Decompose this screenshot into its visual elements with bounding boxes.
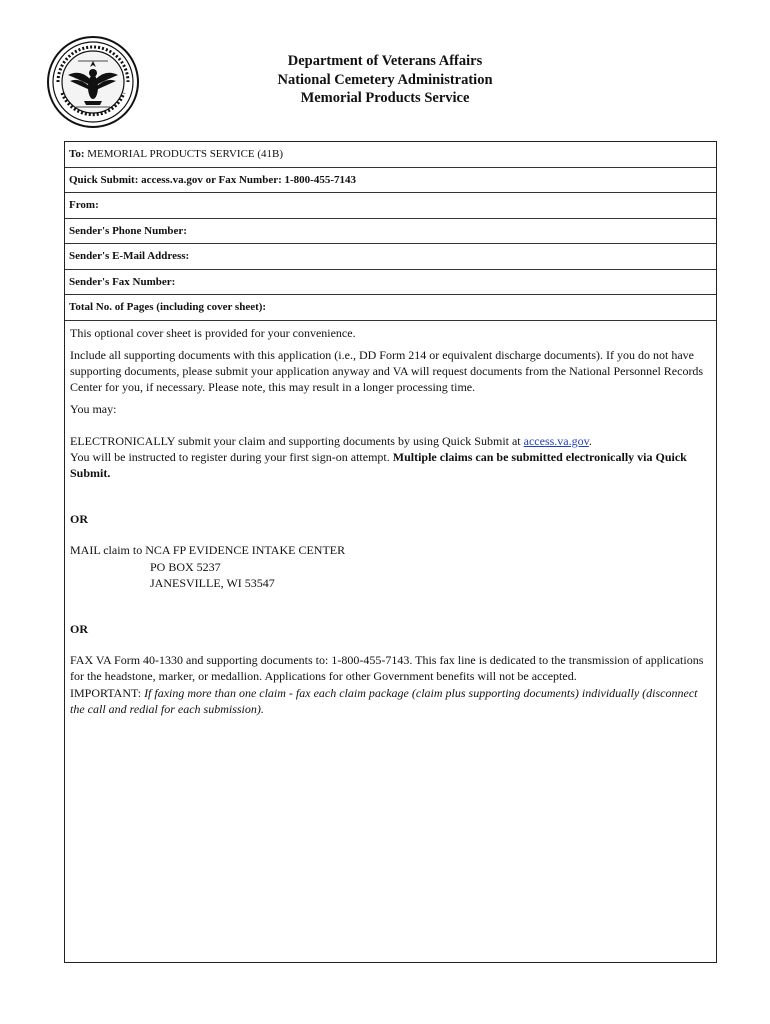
header-line-administration: National Cemetery Administration <box>277 71 493 88</box>
sender-email-label: Sender's E-Mail Address: <box>69 250 190 262</box>
sender-phone-label: Sender's Phone Number: <box>69 224 187 237</box>
important-text: If faxing more than one claim - fax each claim package (claim plus supporting documents) individually (disconnect the call and redial for each submission). <box>70 685 698 716</box>
electronic-period: . <box>588 433 592 448</box>
access-va-gov-link[interactable]: access.va.gov <box>523 433 589 448</box>
header-line-department: Department of Veterans Affairs <box>287 53 483 69</box>
mail-line-1: MAIL claim to NCA FP EVIDENCE INTAKE CENTER <box>70 543 346 558</box>
fax-instructions-paragraph <box>70 652 710 717</box>
or-separator-1: OR <box>70 512 88 527</box>
fax-cover-form <box>64 141 717 963</box>
electronic-text: ELECTRONICALLY submit your claim and supporting documents by using Quick Submit at <box>70 433 524 448</box>
include-documents-paragraph: Include all supporting documents with this application (i.e., DD Form 214 or equivalent discharge documents). If you do not have supporting documents, please submit your application anyway and VA will request documents from the National Personnel Records Center for you, if necessary. Please note, this may result in a longer processing time. <box>70 347 704 395</box>
fax-text: FAX VA Form 40-1330 and supporting documents to: 1-800-455-7143. This fax line is dedicated to the transmission of applications for the headstone, marker, or medallion. Applications for other Government benefits will not be accepted. <box>70 653 704 684</box>
total-pages-field[interactable] <box>65 295 716 321</box>
sender-email-field[interactable] <box>65 244 716 270</box>
instructions-body <box>65 321 716 717</box>
from-label: From: <box>69 199 99 211</box>
mail-line-3: JANESVILLE, WI 53547 <box>150 575 275 590</box>
quick-submit-label: Quick Submit: access.va.gov or Fax Number: 1-800-455-7143 <box>69 173 356 186</box>
important-label: IMPORTANT: <box>70 685 145 700</box>
header-line-service: Memorial Products Service <box>300 90 470 106</box>
register-text: You will be instructed to register during your first sign-on attempt. <box>70 449 393 464</box>
to-value: MEMORIAL PRODUCTS SERVICE (41B) <box>87 148 284 160</box>
electronic-submit-paragraph <box>70 433 710 482</box>
or-separator-2: OR <box>70 621 88 636</box>
total-pages-label: Total No. of Pages (including cover sheet): <box>69 301 267 313</box>
document-header <box>200 52 570 108</box>
quick-submit-field <box>65 168 716 194</box>
sender-phone-field[interactable] <box>65 219 716 245</box>
va-seal-logo <box>46 35 140 129</box>
mail-line-2: PO BOX 5237 <box>150 559 221 574</box>
to-field[interactable] <box>65 142 716 168</box>
sender-fax-field[interactable] <box>65 270 716 296</box>
to-label: To: <box>69 148 85 160</box>
sender-fax-label: Sender's Fax Number: <box>69 275 176 288</box>
from-field[interactable] <box>65 193 716 219</box>
optional-note: This optional cover sheet is provided for your convenience. <box>70 325 356 340</box>
you-may-text: You may: <box>70 402 117 417</box>
multiple-claims-text: Multiple claims can be submitted electronically via Quick Submit. <box>70 449 687 480</box>
